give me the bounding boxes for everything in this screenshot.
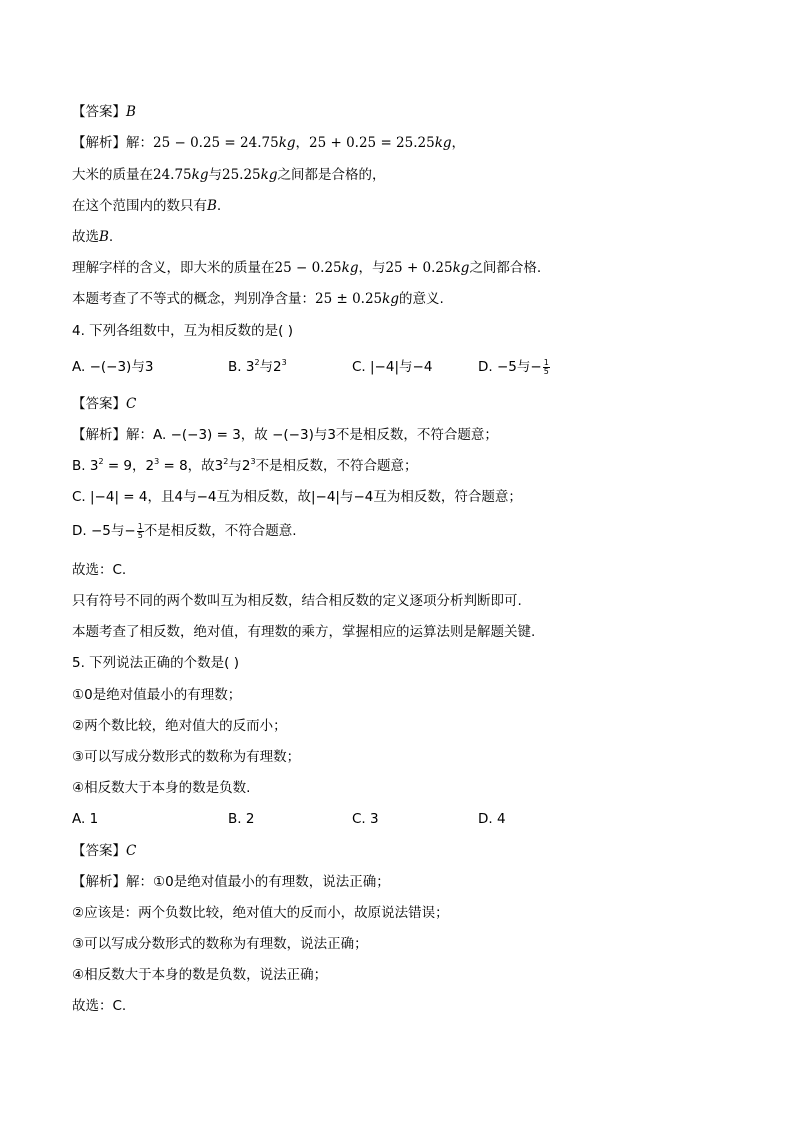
answer-value: C <box>126 843 137 859</box>
q5-statement-1: ①0是绝对值最小的有理数； <box>72 687 242 703</box>
denominator: 5 <box>543 366 549 376</box>
q4-option-c: C. |−4|与−4 <box>352 359 433 375</box>
text: D. −5与− <box>72 523 136 539</box>
q4-analysis-line-3: C. |−4| = 4，且4与−4互为相反数，故|−4|与−4互为相反数，符合题意； <box>72 489 522 505</box>
q5-statement-3: ③可以写成分数形式的数称为有理数； <box>72 749 301 765</box>
answer-label: 【答案】 <box>72 104 126 120</box>
exponent: 3 <box>250 457 256 466</box>
q4-analysis-line-5: 故选：C. <box>72 562 127 578</box>
q4-analysis-line-1 <box>72 425 498 445</box>
unit: kg <box>260 167 278 183</box>
exponent: 3 <box>281 358 287 367</box>
text: 之间都是合格的， <box>277 167 386 183</box>
q4-answer-line <box>72 394 136 414</box>
unit: kg <box>452 260 470 276</box>
q5-analysis-line-5: 故选：C. <box>72 998 127 1014</box>
value: B <box>207 198 217 214</box>
q4-analysis-line-2 <box>72 456 418 476</box>
q3-analysis-line-2 <box>72 165 385 185</box>
q4-stem: 4. 下列各组数中，互为相反数的是( ) <box>72 323 293 339</box>
text: 在这个范围内的数只有 <box>72 198 207 214</box>
q5-statement-2: ②两个数比较，绝对值大的反而小； <box>72 718 287 734</box>
text: D. −5与− <box>478 359 542 375</box>
text: . <box>216 198 222 214</box>
text: 不是相反数，不符合题意； <box>255 458 418 474</box>
text: 之间都合格. <box>469 260 542 276</box>
q4-option-a: A. −(−3)与3 <box>72 359 154 375</box>
value: 25.25 <box>221 167 261 183</box>
answer-label: 【答案】 <box>72 396 126 412</box>
fraction <box>543 359 550 376</box>
exponent: 3 <box>154 457 160 466</box>
value: 24.75 <box>153 167 192 183</box>
answer-value: C <box>126 396 137 412</box>
text: = 8，故3 <box>159 458 224 474</box>
value: 25 − 0.25 <box>274 260 342 276</box>
analysis-label: 【解析】 <box>72 427 126 443</box>
q3-analysis-line-1 <box>72 133 465 153</box>
unit: kg <box>434 135 452 151</box>
q4-option-b <box>228 357 287 377</box>
text: ，与 <box>358 260 386 276</box>
analysis-prefix: 解： <box>126 135 153 151</box>
text: 本题考查了不等式的概念，判别净含量： <box>72 291 315 307</box>
q4-analysis-line-7: 本题考查了相反数，绝对值，有理数的乘方，掌握相应的运算法则是解题关键. <box>72 624 536 640</box>
text: 与2 <box>259 359 282 375</box>
text: 故选 <box>72 229 99 245</box>
calc-1: 25 − 0.25 = 24.75 <box>153 135 279 151</box>
q5-stem: 5. 下列说法正确的个数是( ) <box>72 655 239 671</box>
q5-option-b: B. 2 <box>228 811 255 827</box>
q3-analysis-line-6 <box>72 289 444 309</box>
calc-2: 25 + 0.25 = 25.25 <box>309 135 435 151</box>
answer-value: B <box>126 104 136 120</box>
text: 大米的质量在 <box>72 167 153 183</box>
q3-analysis-line-3 <box>72 196 221 216</box>
text: 与2 <box>228 458 251 474</box>
value: B <box>99 229 109 245</box>
q4-analysis-line-4 <box>72 521 297 541</box>
text: = 9，2 <box>103 458 155 474</box>
separator: ， <box>451 135 466 151</box>
text: 的意义. <box>398 291 444 307</box>
text: 理解字样的含义，即大米的质量在 <box>72 260 275 276</box>
unit: kg <box>382 291 399 307</box>
separator: ， <box>295 135 310 151</box>
q5-analysis-line-3: ③可以写成分数形式的数称为有理数，说法正确； <box>72 936 368 952</box>
q3-analysis-line-4 <box>72 227 113 247</box>
value: 25 + 0.25 <box>385 260 453 276</box>
q5-answer-line <box>72 841 136 861</box>
text: 不是相反数，不符合题意. <box>143 523 297 539</box>
q4-option-d <box>478 357 550 377</box>
unit: kg <box>341 260 359 276</box>
q5-analysis-line-4: ④相反数大于本身的数是负数，说法正确； <box>72 967 328 983</box>
fraction <box>137 523 144 540</box>
q3-analysis-line-5 <box>72 258 541 278</box>
exponent: 2 <box>98 457 104 466</box>
exponent: 2 <box>223 457 229 466</box>
numerator: 1 <box>543 357 549 367</box>
text: 与 <box>208 167 222 183</box>
numerator: 1 <box>137 521 143 531</box>
denominator: 5 <box>137 530 143 540</box>
analysis-label: 【解析】 <box>72 874 126 890</box>
q5-analysis-line-1 <box>72 872 390 892</box>
q5-statement-4: ④相反数大于本身的数是负数. <box>72 780 251 796</box>
q5-option-a: A. 1 <box>72 811 99 827</box>
text: B. 3 <box>72 458 99 474</box>
analysis-label: 【解析】 <box>72 135 126 151</box>
q5-option-d: D. 4 <box>478 811 506 827</box>
text: 解：A. −(−3) = 3，故 −(−3)与3不是相反数，不符合题意； <box>126 427 498 443</box>
text: . <box>108 229 114 245</box>
unit: kg <box>278 135 296 151</box>
unit: kg <box>191 167 209 183</box>
q5-option-c: C. 3 <box>352 811 379 827</box>
q4-analysis-line-6: 只有符号不同的两个数叫互为相反数，结合相反数的定义逐项分析判断即可. <box>72 593 522 609</box>
text: 解：①0是绝对值最小的有理数，说法正确； <box>126 874 390 890</box>
text: B. 3 <box>228 359 255 375</box>
value: 25 ± 0.25 <box>315 291 383 307</box>
exponent: 2 <box>254 358 260 367</box>
q3-answer-line <box>72 102 136 122</box>
q5-analysis-line-2: ②应该是：两个负数比较，绝对值大的反而小，故原说法错误； <box>72 905 449 921</box>
answer-label: 【答案】 <box>72 843 126 859</box>
